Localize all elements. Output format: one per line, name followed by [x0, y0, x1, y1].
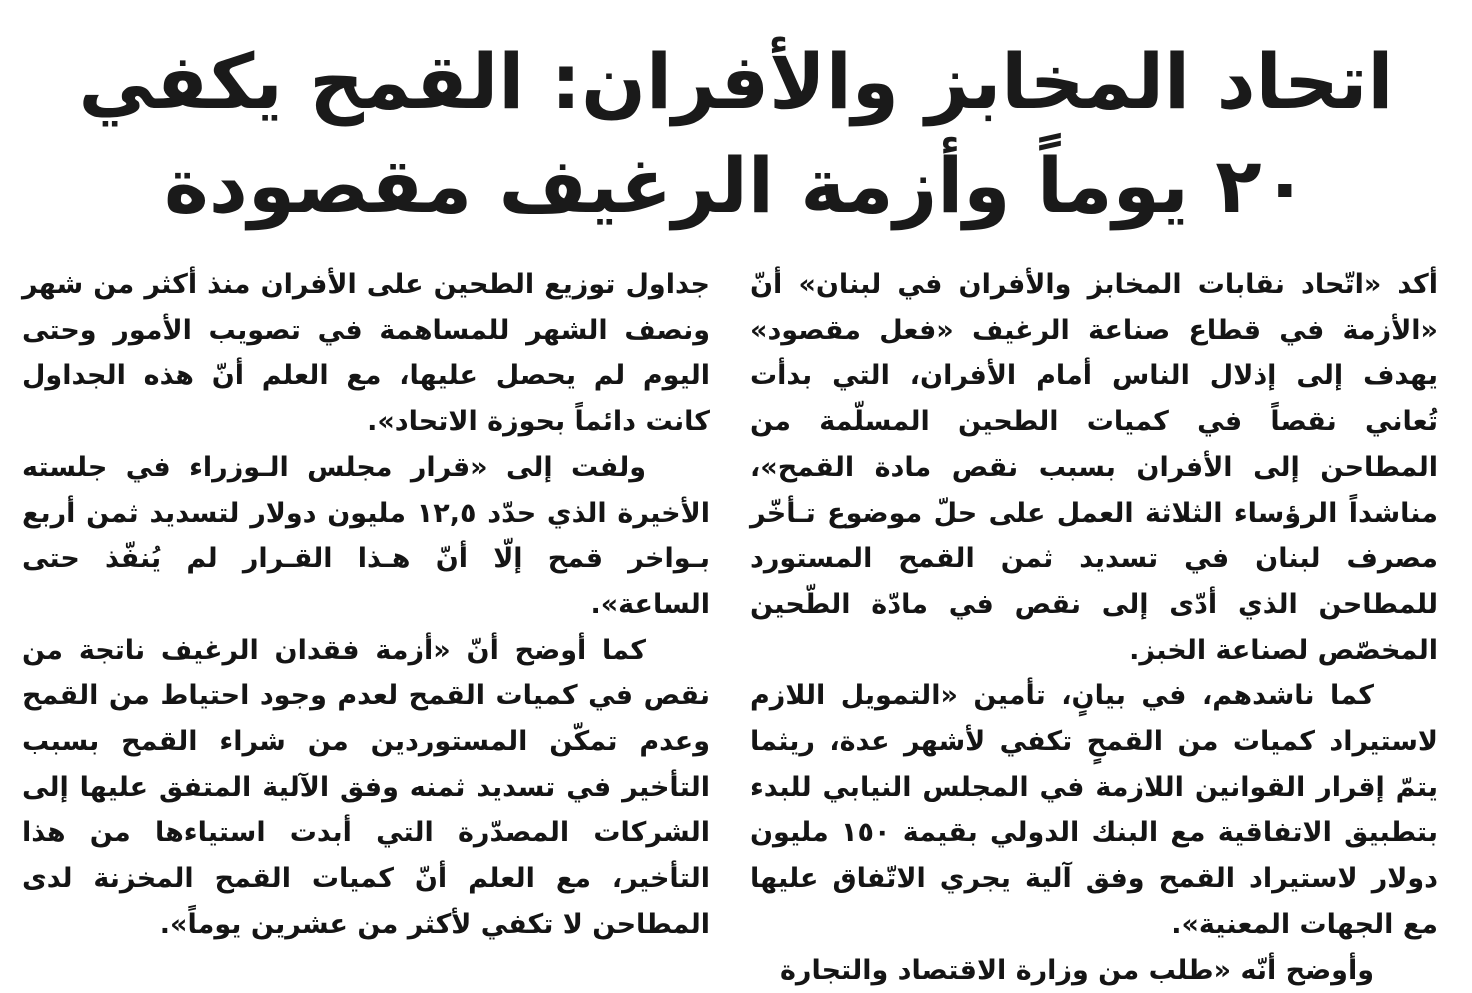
paragraph-right-3: وأوضح أنّه «طلب من وزارة الاقتصاد والتجارة [779, 954, 1374, 986]
article-column-left [22, 262, 710, 942]
headline-line-2: ٢٠ يوماً وأزمة الرغيف مقصودة [163, 141, 1309, 230]
paragraph-left-1: جداول توزيع الطحين على الأفران منذ أكثر من شهر ونصف الشهر للمساهمة في تصويب الأمور وحتى اليوم لم يحصل عليها، مع العلم أنّ هذه الجداول كانت دائماً بحوزة الاتحاد». [22, 269, 710, 438]
headline-line-1: اتحاد المخابز والأفران: القمح يكفي [78, 37, 1394, 126]
paragraph-right-2: كما ناشدهم، في بيانٍ، تأمين «التمويل اللازم لاستيراد كميات من القمحٍ تكفي لأشهر عدة، ريثما يتمّ إقرار القوانين اللازمة في المجلس النيابي للبدء بتطبيق الاتفاقية مع البنك الدولي بقيمة ١٥٠ مليون دولار لاستيراد القمح وفق آلية يجري الاتّفاق عليها مع الجهات المعنية». [750, 680, 1438, 940]
article-column-right [750, 262, 1438, 986]
paragraph-left-3: كما أوضح أنّ «أزمة فقدان الرغيف ناتجة من نقص في كميات القمح لعدم وجود احتياط من القمح وعدم تمكّن المستوردين من شراء القمح بسبب التأخير في تسديد ثمنه وفق الآلية المتفق عليها إلى الشركات المصدّرة التي أبدت استياءها من هذا التأخير، مع العلم أنّ كميات القمح المخزنة لدى المطاحن لا تكفي لأكثر من عشرين يوماً». [22, 634, 710, 940]
paragraph-right-1: أكد «اتّحاد نقابات المخابز والأفران في لبنان» أنّ «الأزمة في قطاع صناعة الرغيف «فعل مقصود» يهدف إلى إذلال الناس أمام الأفران، التي بدأت تُعاني نقصاً في كميات الطحين المسلّمة من المطاحن إلى الأفران بسبب نقص مادة القمح»، مناشداً الرؤساء الثلاثة العمل على حلّ موضوع تـأخّر مصرف لبنان في تسديد ثمن القمح المستورد للمطاحن الذي أدّى إلى نقص في مادّة الطّحين المخصّص لصناعة الخبز. [750, 269, 1438, 666]
article-headline [40, 30, 1432, 246]
paragraph-left-2: ولفت إلى «قرار مجلس الـوزراء في جلسته الأخيرة الذي حدّد ١٢,٥ مليون دولار لتسديد ثمن أربع بـواخر قمح إلّا أنّ هـذا القـرار لم يُنفّذ حتى الساعة». [22, 451, 711, 620]
